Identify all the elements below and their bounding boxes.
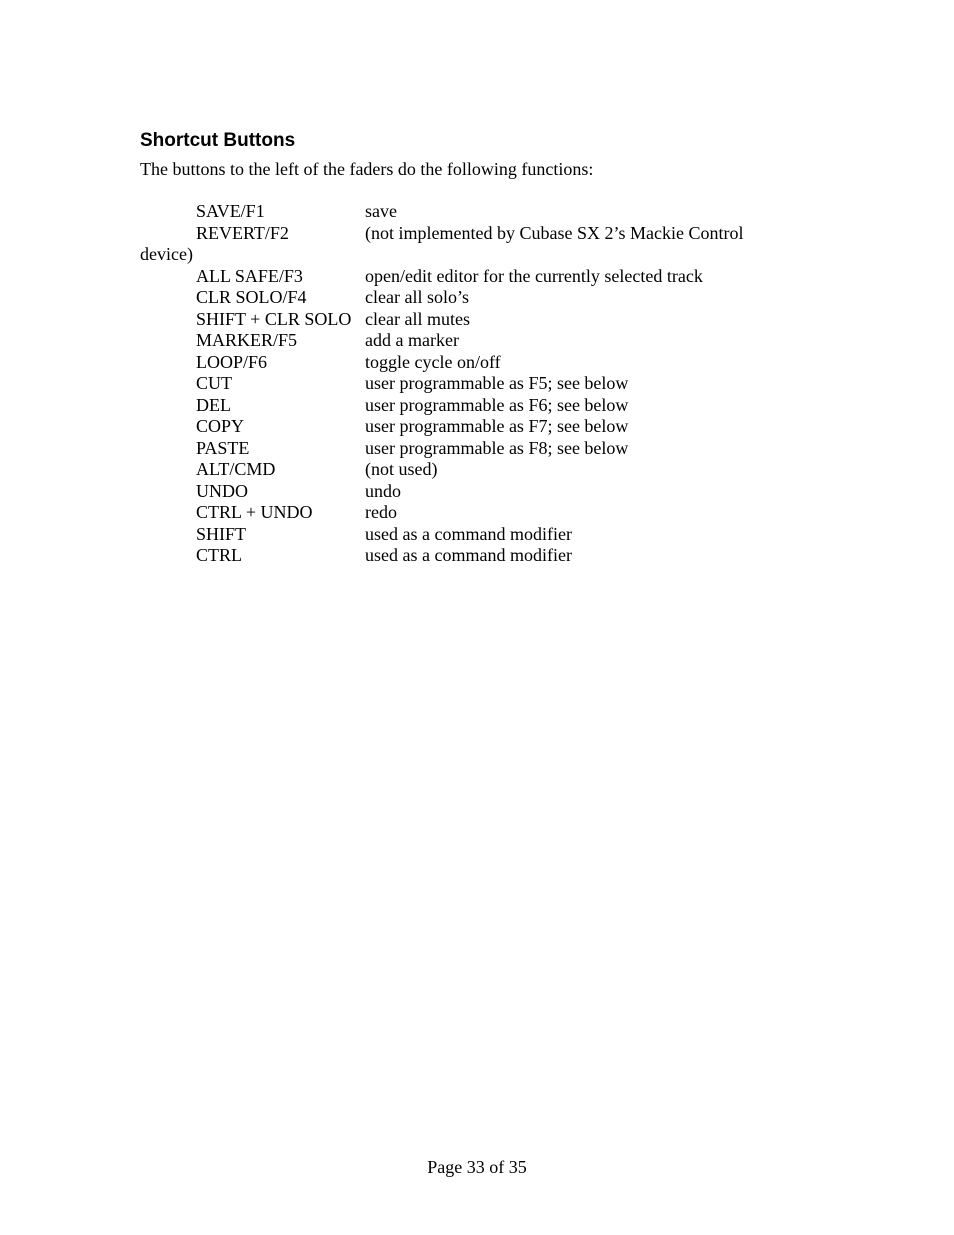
shortcut-row <box>140 438 820 460</box>
shortcut-description: open/edit editor for the currently selected track <box>365 265 703 286</box>
shortcut-key: LOOP/F6 <box>196 351 268 372</box>
section-heading: Shortcut Buttons <box>140 130 296 151</box>
shortcut-key: SHIFT <box>196 523 247 544</box>
shortcut-key: UNDO <box>196 480 248 501</box>
shortcut-row <box>140 223 820 245</box>
shortcut-key: COPY <box>196 416 245 436</box>
page-number: Page 33 of 35 <box>427 1157 527 1177</box>
shortcut-row <box>140 416 820 438</box>
shortcut-description: user programmable as F6; see below <box>365 394 629 415</box>
shortcut-row <box>140 309 820 331</box>
shortcut-description: undo <box>365 480 401 501</box>
shortcut-row <box>140 287 820 309</box>
shortcut-description: user programmable as F5; see below <box>365 373 629 393</box>
shortcut-row <box>140 395 820 417</box>
shortcut-key: CTRL <box>196 545 243 565</box>
shortcut-key: CLR SOLO/F4 <box>196 287 307 307</box>
shortcut-row <box>140 524 820 546</box>
shortcut-key: REVERT/F2 <box>196 222 289 243</box>
shortcut-key: ALT/CMD <box>196 459 276 479</box>
shortcut-description: redo <box>365 502 397 522</box>
shortcut-description: save <box>365 201 397 221</box>
shortcut-key: MARKER/F5 <box>196 330 298 350</box>
shortcut-key: ALL SAFE/F3 <box>196 265 303 286</box>
shortcut-description: used as a command modifier <box>365 545 572 565</box>
intro-paragraph: The buttons to the left of the faders do the following functions: <box>140 159 594 179</box>
shortcut-description: (not implemented by Cubase SX 2’s Mackie Control <box>365 222 744 243</box>
shortcut-key: SAVE/F1 <box>196 201 265 221</box>
shortcut-key: CUT <box>196 373 232 393</box>
shortcut-list <box>140 201 820 567</box>
shortcut-key: DEL <box>196 394 231 415</box>
shortcut-row <box>140 266 820 288</box>
shortcut-description-continuation: device) <box>140 244 193 264</box>
shortcut-description: toggle cycle on/off <box>365 351 501 372</box>
shortcut-description: clear all mutes <box>365 308 470 329</box>
shortcut-row <box>140 201 820 223</box>
shortcut-key: SHIFT + CLR SOLO <box>196 308 352 329</box>
shortcut-description: user programmable as F8; see below <box>365 437 629 458</box>
shortcut-description: clear all solo’s <box>365 287 469 307</box>
shortcut-description: (not used) <box>365 459 438 479</box>
shortcut-row <box>140 330 820 352</box>
shortcut-key: PASTE <box>196 437 250 458</box>
shortcut-row <box>140 502 820 524</box>
shortcut-row <box>140 459 820 481</box>
shortcut-row <box>140 481 820 503</box>
shortcut-row <box>140 545 820 567</box>
shortcut-row <box>140 352 820 374</box>
shortcut-description: add a marker <box>365 330 459 350</box>
shortcut-row <box>140 373 820 395</box>
shortcut-description: user programmable as F7; see below <box>365 416 629 436</box>
shortcut-key: CTRL + UNDO <box>196 502 313 522</box>
shortcut-description: used as a command modifier <box>365 523 572 544</box>
